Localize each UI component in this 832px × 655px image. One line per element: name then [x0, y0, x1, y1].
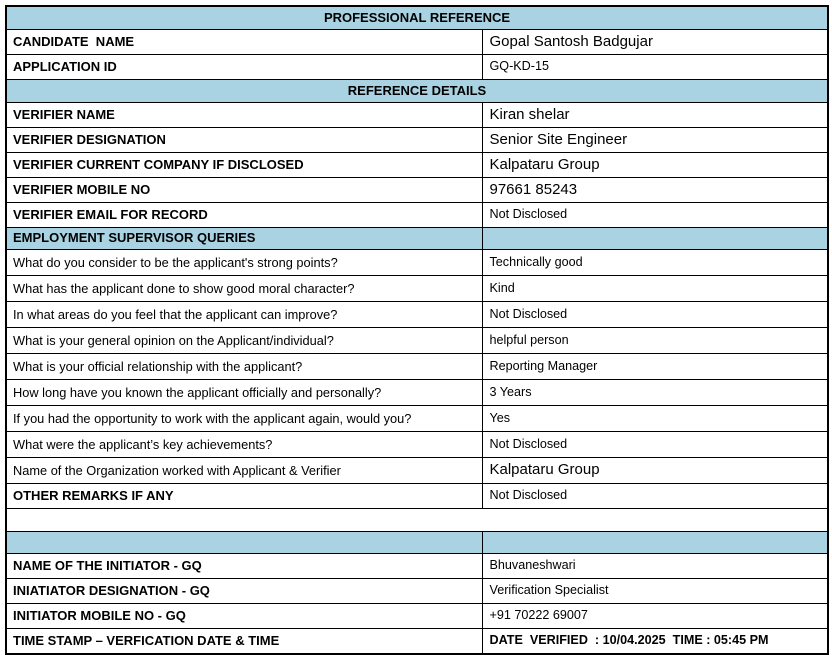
question-label: What do you consider to be the applicant's strong points?: [6, 250, 482, 276]
table-row: [6, 509, 828, 532]
answer-value: Kind: [482, 276, 828, 302]
answer-value: Not Disclosed: [482, 432, 828, 458]
subsection-empty-cell: [482, 228, 828, 250]
field-value: DATE VERIFIED : 10/04.2025 TIME : 05:45 PM: [482, 629, 828, 655]
field-label: VERIFIER CURRENT COMPANY IF DISCLOSED: [6, 153, 482, 178]
answer-value: helpful person: [482, 328, 828, 354]
table-row: [6, 128, 828, 153]
field-value: 97661 85243: [482, 178, 828, 203]
subsection-header: EMPLOYMENT SUPERVISOR QUERIES: [6, 228, 482, 250]
table-row: [6, 532, 828, 554]
table-row: [6, 629, 828, 655]
field-value: Senior Site Engineer: [482, 128, 828, 153]
table-row: [6, 554, 828, 579]
answer-value: 3 Years: [482, 380, 828, 406]
field-value: GQ-KD-15: [482, 55, 828, 80]
field-label: INITIATOR MOBILE NO - GQ: [6, 604, 482, 629]
field-value: Gopal Santosh Badgujar: [482, 30, 828, 55]
reference-table-body: [6, 6, 828, 654]
table-row: [6, 276, 828, 302]
answer-value: Technically good: [482, 250, 828, 276]
table-row: [6, 6, 828, 30]
field-label: VERIFIER DESIGNATION: [6, 128, 482, 153]
spacer-row-cell: [6, 509, 828, 532]
answer-value: Yes: [482, 406, 828, 432]
question-label: What is your general opinion on the Applicant/individual?: [6, 328, 482, 354]
table-row: [6, 250, 828, 276]
field-value: Not Disclosed: [482, 203, 828, 228]
field-label: VERIFIER NAME: [6, 103, 482, 128]
field-value: Kalpataru Group: [482, 153, 828, 178]
table-row: [6, 55, 828, 80]
table-row: [6, 604, 828, 629]
table-row: [6, 178, 828, 203]
question-label: What were the applicant’s key achievements?: [6, 432, 482, 458]
field-label: OTHER REMARKS IF ANY: [6, 484, 482, 509]
table-row: [6, 354, 828, 380]
table-row: [6, 380, 828, 406]
field-label: TIME STAMP – VERFICATION DATE & TIME: [6, 629, 482, 655]
table-row: [6, 228, 828, 250]
question-label: Name of the Organization worked with Applicant & Verifier: [6, 458, 482, 484]
table-row: [6, 579, 828, 604]
answer-value: Not Disclosed: [482, 302, 828, 328]
table-row: [6, 458, 828, 484]
table-row: [6, 302, 828, 328]
field-value: Kiran shelar: [482, 103, 828, 128]
question-label: In what areas do you feel that the applicant can improve?: [6, 302, 482, 328]
table-row: [6, 103, 828, 128]
field-label: INIATIATOR DESIGNATION - GQ: [6, 579, 482, 604]
answer-value: Kalpataru Group: [482, 458, 828, 484]
field-label: VERIFIER MOBILE NO: [6, 178, 482, 203]
subsection-empty-cell: [482, 532, 828, 554]
question-label: How long have you known the applicant officially and personally?: [6, 380, 482, 406]
professional-reference-table: [5, 5, 829, 655]
table-row: [6, 406, 828, 432]
question-label: If you had the opportunity to work with the applicant again, would you?: [6, 406, 482, 432]
section-header: PROFESSIONAL REFERENCE: [6, 6, 828, 30]
table-row: [6, 80, 828, 103]
table-row: [6, 30, 828, 55]
question-label: What is your official relationship with the applicant?: [6, 354, 482, 380]
subsection-header: [6, 532, 482, 554]
question-label: What has the applicant done to show good moral character?: [6, 276, 482, 302]
field-value: Verification Specialist: [482, 579, 828, 604]
answer-value: Reporting Manager: [482, 354, 828, 380]
table-row: [6, 432, 828, 458]
field-label: CANDIDATE NAME: [6, 30, 482, 55]
field-label: NAME OF THE INITIATOR - GQ: [6, 554, 482, 579]
field-label: VERIFIER EMAIL FOR RECORD: [6, 203, 482, 228]
table-row: [6, 328, 828, 354]
table-row: [6, 203, 828, 228]
field-value: +91 70222 69007: [482, 604, 828, 629]
field-label: APPLICATION ID: [6, 55, 482, 80]
section-header: REFERENCE DETAILS: [6, 80, 828, 103]
field-value: Not Disclosed: [482, 484, 828, 509]
table-row: [6, 484, 828, 509]
table-row: [6, 153, 828, 178]
field-value: Bhuvaneshwari: [482, 554, 828, 579]
